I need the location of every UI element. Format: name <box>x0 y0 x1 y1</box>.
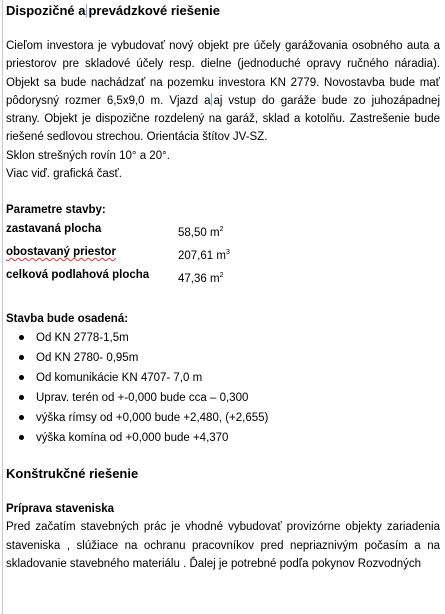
document-content <box>6 0 440 573</box>
bullet-icon <box>19 335 24 340</box>
bullet-icon <box>19 375 24 380</box>
list-item: výška komína od +0,000 bude +4,370 <box>36 428 440 448</box>
bullet-icon <box>19 435 24 440</box>
param-value-built-area: 58,50 $m^2$ <box>178 225 224 239</box>
bullet-icon <box>19 415 24 420</box>
params-heading: Parametre stavby: <box>6 204 106 217</box>
list-item: Od komunikácie KN 4707- 7,0 m <box>36 368 440 388</box>
page-margin-line <box>2 0 3 614</box>
bullet-icon <box>19 395 24 400</box>
param-value-floor-area: 47,36 $m^2$ <box>178 272 224 286</box>
param-label-floor-area: celková podlahová plocha <box>6 269 150 282</box>
line-roof-slope: Sklon strešných rovín 10° a 20°. <box>6 149 170 162</box>
line-see-graphics: Viac viď. grafická časť. <box>6 168 122 181</box>
paragraph-site-preparation[interactable]: Pred začatím stavebných prác je vhodné vybudovať provizórne objekty zariadenia staveniska , slúžiace na ochranu pracovníkov pred nepriaznivým počasím a na skladovanie stavebného materiálu . Ďalej je potrebné podľa pokynov Rozvodných <box>6 521 440 570</box>
placement-list <box>6 328 440 448</box>
section-title-construction: Konštrukčné riešenie <box>6 465 139 481</box>
placement-heading: Stavba bude osadená: <box>6 312 129 325</box>
list-item: Od KN 2780- 0,95m <box>36 348 440 368</box>
paragraph-investor-intent[interactable]: Cieľom investora je vybudovať nový objekt pre účely garážovania osobného auta a priestorov pre skladové účely resp. dielne (jednoduché opravy ručného náradia). Objekt sa bude nachádzať na pozemku investora KN 2779. Novostavba bude mať pôdorysný rozmer 6,5x9,0 m. Vjazd a aj vstup do garáže bude zo juhozápadnej strany. Objekt je dispozične rozdelený na garáž, sklad a kotolňu. Zastrešenie bude riešené sedlovou strechou. Orientácia štítov JV-SZ. <box>6 40 440 144</box>
bullet-icon <box>19 355 24 360</box>
list-item: Od KN 2778-1,5m <box>36 328 440 348</box>
params-table <box>6 220 440 290</box>
list-item: výška rímsy od +0,000 bude +2,480, (+2,655) <box>36 408 440 428</box>
param-value-enclosed-volume: 207,61 $m^3$ <box>178 249 230 262</box>
param-label-enclosed-volume: obostavaný priestor <box>6 246 116 258</box>
section-title-disposition: Dispozičné a prevádzkové riešenie <box>6 3 220 18</box>
list-item: Uprav. terén od +-0,000 bude cca – 0,300 <box>36 388 440 408</box>
param-label-built-area: zastavaná plocha <box>6 222 102 235</box>
site-preparation-heading: Príprava staveniska <box>6 502 115 515</box>
